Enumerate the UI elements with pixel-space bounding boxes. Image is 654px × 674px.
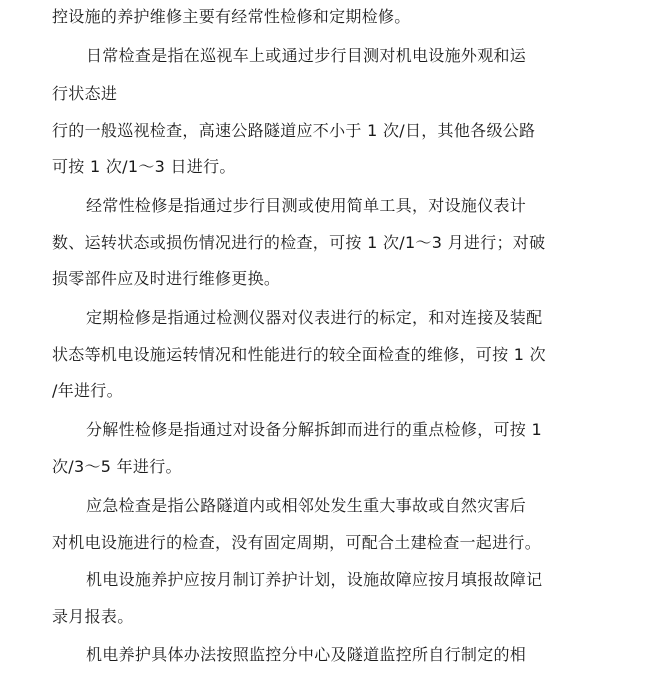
text-line: 行状态进 xyxy=(52,84,118,103)
text-line: 可按 1 次/1～3 日进行。 xyxy=(52,157,236,176)
paragraph-first-line: 经常性检修是指通过步行目测或使用简单工具，对设施仪表计 xyxy=(86,196,527,215)
text-line: 对机电设施进行的检查，没有固定周期，可配合土建检查一起进行。 xyxy=(52,533,542,552)
text-line: 状态等机电设施运转情况和性能进行的较全面检查的维修，可按 1 次 xyxy=(52,345,546,364)
text-line: 行的一般巡视检查，高速公路隧道应不小于 1 次/日，其他各级公路 xyxy=(52,121,536,140)
text-line: 录月报表。 xyxy=(52,607,134,626)
text-line: 数、运转状态或损伤情况进行的检查，可按 1 次/1～3 月进行；对破 xyxy=(52,233,546,252)
paragraph-first-line: 机电设施养护应按月制订养护计划，设施故障应按月填报故障记 xyxy=(86,570,543,589)
paragraph-first-line: 定期检修是指通过检测仪器对仪表进行的标定，和对连接及装配 xyxy=(86,308,543,327)
paragraph-first-line: 机电养护具体办法按照监控分中心及隧道监控所自行制定的相 xyxy=(86,645,527,664)
paragraph-first-line: 分解性检修是指通过对设备分解拆卸而进行的重点检修，可按 1 xyxy=(86,420,542,439)
text-line: 次/3～5 年进行。 xyxy=(52,457,182,476)
text-line: 损零部件应及时进行维修更换。 xyxy=(52,269,281,288)
paragraph-first-line: 日常检查是指在巡视车上或通过步行目测对机电设施外观和运 xyxy=(86,46,527,65)
text-line: /年进行。 xyxy=(52,381,123,400)
paragraph-first-line: 应急检查是指公路隧道内或相邻处发生重大事故或自然灾害后 xyxy=(86,496,527,515)
text-line: 控设施的养护维修主要有经常性检修和定期检修。 xyxy=(52,7,411,26)
